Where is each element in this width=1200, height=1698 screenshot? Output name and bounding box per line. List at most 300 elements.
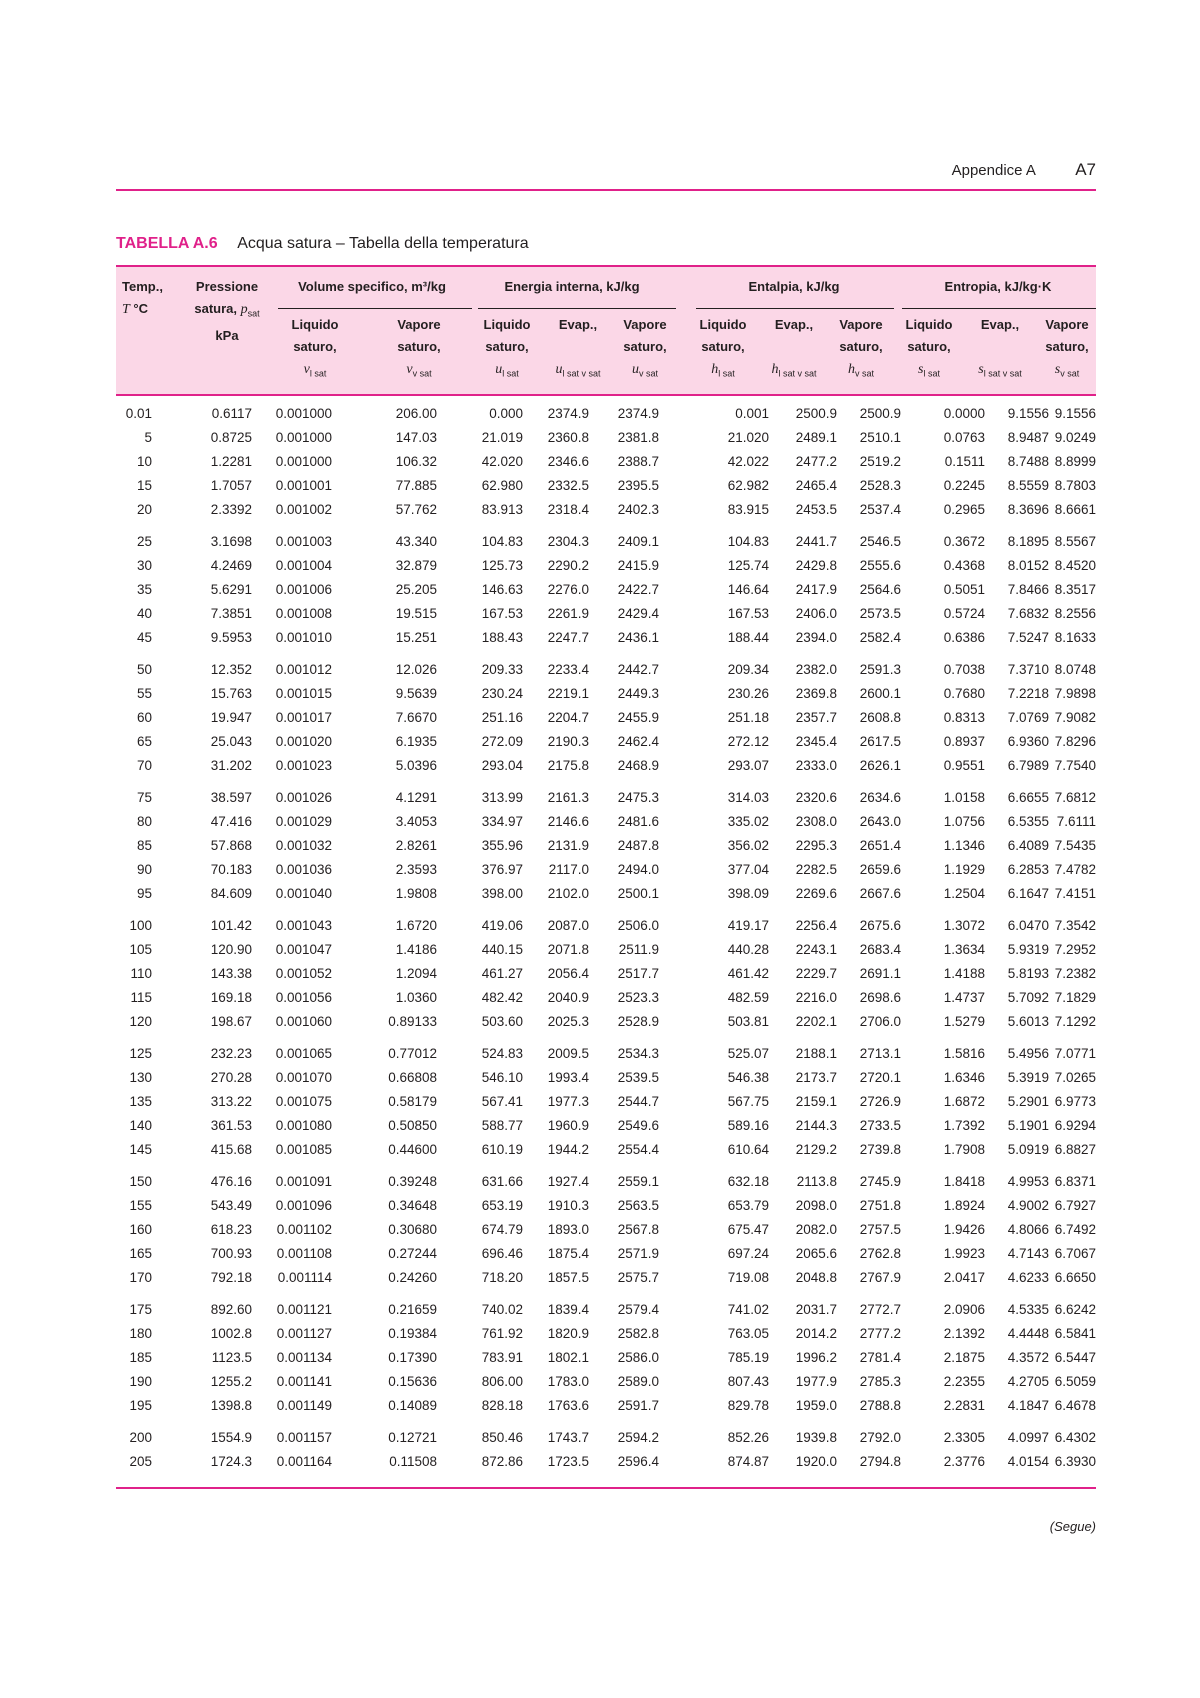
table-cell: 5.4956 bbox=[1007, 1045, 1049, 1061]
table-cell: 0.001096 bbox=[275, 1197, 332, 1213]
table-cell: 0.89133 bbox=[388, 1013, 437, 1029]
table-cell: 2575.7 bbox=[617, 1269, 659, 1285]
table-cell: 8.0748 bbox=[1054, 661, 1096, 677]
subheader-s-evap bbox=[962, 314, 1038, 385]
table-row bbox=[116, 985, 1096, 1009]
table-cell: 293.04 bbox=[481, 757, 523, 773]
table-cell: 8.6661 bbox=[1054, 501, 1096, 517]
table-cell: 1002.8 bbox=[210, 1325, 252, 1341]
table-cell: 2506.0 bbox=[617, 917, 659, 933]
table-cell: 6.4089 bbox=[1007, 837, 1049, 853]
table-cell: 0.001091 bbox=[275, 1173, 332, 1189]
table-cell: 8.8999 bbox=[1054, 453, 1096, 469]
table-cell: 8.3517 bbox=[1054, 581, 1096, 597]
table-cell: 7.6670 bbox=[395, 709, 437, 725]
table-cell: 335.02 bbox=[727, 813, 769, 829]
table-cell: 2357.7 bbox=[795, 709, 837, 725]
table-cell: 1.7908 bbox=[943, 1141, 985, 1157]
table-cell: 0.001085 bbox=[275, 1141, 332, 1157]
subheader-v-liquid bbox=[282, 314, 348, 385]
table-cell: 2204.7 bbox=[547, 709, 589, 725]
symbol-s-l-sub: l sat bbox=[923, 368, 940, 379]
table-cell: 1893.0 bbox=[547, 1221, 589, 1237]
table-cell: 0.2965 bbox=[943, 501, 985, 517]
table-cell: 104.83 bbox=[481, 533, 523, 549]
table-cell: 2144.3 bbox=[795, 1117, 837, 1133]
table-cell: 2.2355 bbox=[943, 1373, 985, 1389]
group-separator bbox=[116, 1417, 1096, 1425]
symbol-s-v-sub: v sat bbox=[1060, 368, 1080, 379]
pressure-symbol: p bbox=[240, 302, 248, 317]
table-cell: 5.0919 bbox=[1007, 1141, 1049, 1157]
table-cell: 104.83 bbox=[727, 533, 769, 549]
table-cell: 2188.1 bbox=[795, 1045, 837, 1061]
table-cell: 1.9923 bbox=[943, 1245, 985, 1261]
group-volume bbox=[272, 276, 472, 298]
table-cell: 42.022 bbox=[727, 453, 769, 469]
table-cell: 2675.6 bbox=[859, 917, 901, 933]
table-cell: 2056.4 bbox=[547, 965, 589, 981]
table-cell: 2417.9 bbox=[795, 581, 837, 597]
table-cell: 2320.6 bbox=[795, 789, 837, 805]
table-cell: 2706.0 bbox=[859, 1013, 901, 1029]
group-enthalpy-line bbox=[696, 308, 894, 309]
table-cell: 6.3930 bbox=[1054, 1453, 1096, 1469]
symbol-h-lv-sub: l sat v sat bbox=[778, 368, 817, 379]
table-cell: 461.27 bbox=[481, 965, 523, 981]
table-cell: 2161.3 bbox=[547, 789, 589, 805]
table-cell: 2596.4 bbox=[617, 1453, 659, 1469]
table-cell: 0.39248 bbox=[388, 1173, 437, 1189]
table-cell: 0.001002 bbox=[275, 501, 332, 517]
subheader-saturated: saturo, bbox=[293, 339, 337, 354]
table-cell: 461.42 bbox=[727, 965, 769, 981]
subheader-u-evap bbox=[540, 314, 616, 385]
group-enthalpy-label: Entalpia, kJ/kg bbox=[748, 279, 840, 294]
table-cell: 5.0396 bbox=[395, 757, 437, 773]
table-cell: 0.001052 bbox=[275, 965, 332, 981]
table-cell: 0.6386 bbox=[943, 629, 985, 645]
table-cell: 674.79 bbox=[481, 1221, 523, 1237]
table-row bbox=[116, 1041, 1096, 1065]
subheader-evap: Evap., bbox=[980, 317, 1020, 332]
table-cell: 2510.1 bbox=[859, 429, 901, 445]
table-cell: 2567.8 bbox=[617, 1221, 659, 1237]
table-cell: 140 bbox=[129, 1117, 152, 1133]
table-cell: 1.7392 bbox=[943, 1117, 985, 1133]
table-cell: 6.7067 bbox=[1054, 1245, 1096, 1261]
table-cell: 2475.3 bbox=[617, 789, 659, 805]
table-cell: 19.947 bbox=[210, 709, 252, 725]
header-pressure bbox=[182, 276, 272, 347]
table-cell: 2726.9 bbox=[859, 1093, 901, 1109]
subheader-blank bbox=[962, 336, 1038, 358]
table-cell: 0.001070 bbox=[275, 1069, 332, 1085]
group-separator bbox=[116, 777, 1096, 785]
table-cell: 6.0470 bbox=[1007, 917, 1049, 933]
table-cell: 653.19 bbox=[481, 1197, 523, 1213]
symbol-s-l: s bbox=[918, 362, 924, 377]
subheader-symbol bbox=[690, 358, 756, 385]
table-cell: 80 bbox=[136, 813, 152, 829]
table-cell: 0.001040 bbox=[275, 885, 332, 901]
table-cell: 6.5447 bbox=[1054, 1349, 1096, 1365]
top-rule bbox=[116, 189, 1096, 191]
table-cell: 6.6655 bbox=[1007, 789, 1049, 805]
table-cell: 2422.7 bbox=[617, 581, 659, 597]
table-cell: 2519.2 bbox=[859, 453, 901, 469]
table-cell: 7.6832 bbox=[1007, 605, 1049, 621]
table-cell: 6.7927 bbox=[1054, 1197, 1096, 1213]
table-cell: 0.001075 bbox=[275, 1093, 332, 1109]
separator-cell bbox=[116, 1161, 1096, 1169]
separator-cell bbox=[116, 905, 1096, 913]
table-cell: 2455.9 bbox=[617, 709, 659, 725]
table-cell: 25.205 bbox=[395, 581, 437, 597]
table-cell: 2146.6 bbox=[547, 813, 589, 829]
table-cell: 792.18 bbox=[210, 1269, 252, 1285]
table-cell: 293.07 bbox=[727, 757, 769, 773]
subheader-symbol bbox=[896, 358, 962, 385]
table-cell: 25.043 bbox=[210, 733, 252, 749]
table-cell: 1.6872 bbox=[943, 1093, 985, 1109]
temp-unit: °C bbox=[133, 301, 149, 316]
table-cell: 0.2245 bbox=[943, 477, 985, 493]
table-cell: 0.17390 bbox=[388, 1349, 437, 1365]
table-cell: 6.9294 bbox=[1054, 1117, 1096, 1133]
table-cell: 2792.0 bbox=[859, 1429, 901, 1445]
table-cell: 2304.3 bbox=[547, 533, 589, 549]
table-cell: 0.001127 bbox=[276, 1325, 332, 1341]
table-cell: 1.4188 bbox=[943, 965, 985, 981]
table-cell: 588.77 bbox=[481, 1117, 523, 1133]
table-cell: 2517.7 bbox=[617, 965, 659, 981]
table-row bbox=[116, 1089, 1096, 1113]
table-cell: 0.001023 bbox=[275, 757, 332, 773]
table-cell: 2465.4 bbox=[795, 477, 837, 493]
table-cell: 105 bbox=[129, 941, 152, 957]
table-cell: 2394.0 bbox=[795, 629, 837, 645]
table-row bbox=[116, 1425, 1096, 1449]
table-cell: 0.001 bbox=[735, 405, 769, 421]
table-row bbox=[116, 1297, 1096, 1321]
table-cell: 8.2556 bbox=[1054, 605, 1096, 621]
table-cell: 70 bbox=[136, 757, 152, 773]
table-cell: 2290.2 bbox=[547, 557, 589, 573]
symbol-u-v: u bbox=[631, 362, 639, 377]
table-cell: 2441.7 bbox=[795, 533, 837, 549]
table-cell: 314.03 bbox=[727, 789, 769, 805]
table-cell: 0.01 bbox=[125, 405, 152, 421]
table-cell: 8.9487 bbox=[1007, 429, 1049, 445]
table-cell: 60 bbox=[136, 709, 152, 725]
table-cell: 50 bbox=[136, 661, 152, 677]
subheader-symbol bbox=[474, 358, 540, 385]
table-row bbox=[116, 577, 1096, 601]
table-cell: 2087.0 bbox=[547, 917, 589, 933]
table-cell: 0.001121 bbox=[276, 1301, 332, 1317]
table-cell: 0.001003 bbox=[275, 533, 332, 549]
table-cell: 1839.4 bbox=[547, 1301, 589, 1317]
table-cell: 101.42 bbox=[210, 917, 252, 933]
table-cell: 2608.8 bbox=[859, 709, 901, 725]
table-cell: 110 bbox=[130, 965, 152, 981]
table-cell: 2579.4 bbox=[617, 1301, 659, 1317]
symbol-h-v-sub: v sat bbox=[854, 368, 874, 379]
table-cell: 6.2853 bbox=[1007, 861, 1049, 877]
table-cell: 2751.8 bbox=[859, 1197, 901, 1213]
table-cell: 8.1895 bbox=[1007, 533, 1049, 549]
table-cell: 21.020 bbox=[727, 429, 769, 445]
table-row bbox=[116, 1393, 1096, 1417]
table-row bbox=[116, 1241, 1096, 1265]
table-cell: 2511.9 bbox=[618, 941, 659, 957]
table-cell: 0.8937 bbox=[943, 733, 985, 749]
table-cell: 2494.0 bbox=[617, 861, 659, 877]
table-cell: 0.34648 bbox=[388, 1197, 437, 1213]
table-cell: 7.1829 bbox=[1054, 989, 1096, 1005]
table-cell: 12.352 bbox=[210, 661, 252, 677]
table-cell: 0.4368 bbox=[943, 557, 985, 573]
table-cell: 0.001001 bbox=[275, 477, 332, 493]
table-cell: 2477.2 bbox=[795, 453, 837, 469]
data-body bbox=[116, 401, 1096, 1473]
table-cell: 2429.4 bbox=[617, 605, 659, 621]
table-cell: 7.1292 bbox=[1054, 1013, 1096, 1029]
table-cell: 9.1556 bbox=[1054, 405, 1096, 421]
table-cell: 2.2831 bbox=[943, 1397, 985, 1413]
table-cell: 42.020 bbox=[481, 453, 523, 469]
table-cell: 125.73 bbox=[481, 557, 523, 573]
table-cell: 1920.0 bbox=[795, 1453, 837, 1469]
table-cell: 482.59 bbox=[727, 989, 769, 1005]
group-separator bbox=[116, 1289, 1096, 1297]
symbol-h-lv: h bbox=[771, 362, 779, 377]
table-cell: 0.50850 bbox=[388, 1117, 437, 1133]
group-volume-line bbox=[278, 308, 472, 309]
table-cell: 1724.3 bbox=[210, 1453, 252, 1469]
table-cell: 155 bbox=[129, 1197, 152, 1213]
subheader-symbol bbox=[612, 358, 678, 385]
running-head bbox=[116, 160, 1096, 180]
table-cell: 3.4053 bbox=[395, 813, 437, 829]
symbol-u-l: u bbox=[495, 362, 503, 377]
table-cell: 1.7057 bbox=[210, 477, 252, 493]
subheader-s-liquid bbox=[896, 314, 962, 385]
table-cell: 7.4151 bbox=[1054, 885, 1096, 901]
table-cell: 25 bbox=[136, 533, 152, 549]
table-cell: 9.1556 bbox=[1007, 405, 1049, 421]
table-cell: 4.2469 bbox=[210, 557, 252, 573]
table-cell: 1.6720 bbox=[395, 917, 437, 933]
table-cell: 167.53 bbox=[481, 605, 523, 621]
table-row bbox=[116, 449, 1096, 473]
table-cell: 0.0763 bbox=[943, 429, 985, 445]
table-cell: 65 bbox=[136, 733, 152, 749]
table-cell: 4.0997 bbox=[1007, 1429, 1049, 1445]
table-cell: 6.5059 bbox=[1054, 1373, 1096, 1389]
table-row bbox=[116, 1321, 1096, 1345]
table-row bbox=[116, 1217, 1096, 1241]
table-cell: 1.5816 bbox=[943, 1045, 985, 1061]
symbol-s-v: s bbox=[1054, 362, 1061, 377]
table-cell: 2555.6 bbox=[859, 557, 901, 573]
table-row bbox=[116, 809, 1096, 833]
table-cell: 6.5355 bbox=[1007, 813, 1049, 829]
table-cell: 165 bbox=[129, 1245, 152, 1261]
table-cell: 1.6346 bbox=[943, 1069, 985, 1085]
table-cell: 7.2952 bbox=[1054, 941, 1096, 957]
table-cell: 1.9808 bbox=[395, 885, 437, 901]
table-cell: 2582.8 bbox=[617, 1325, 659, 1341]
table-cell: 761.92 bbox=[481, 1325, 523, 1341]
subheader-s-vapor bbox=[1034, 314, 1100, 385]
table-cell: 6.5841 bbox=[1054, 1325, 1096, 1341]
table-cell: 0.001114 bbox=[277, 1269, 332, 1285]
separator-cell bbox=[116, 521, 1096, 529]
table-cell: 70.183 bbox=[210, 861, 252, 877]
table-cell: 2014.2 bbox=[795, 1325, 837, 1341]
table-cell: 180 bbox=[129, 1325, 152, 1341]
table-cell: 147.03 bbox=[395, 429, 437, 445]
table-cell: 0.001026 bbox=[275, 789, 332, 805]
table-cell: 0.7680 bbox=[943, 685, 985, 701]
table-cell: 2.0417 bbox=[943, 1269, 985, 1285]
table-cell: 4.1291 bbox=[395, 789, 437, 805]
group-volume-label: Volume specifico, m³/kg bbox=[298, 279, 446, 294]
table-cell: 2102.0 bbox=[547, 885, 589, 901]
table-cell: 1857.5 bbox=[547, 1269, 589, 1285]
table-cell: 272.12 bbox=[727, 733, 769, 749]
table-cell: 2667.6 bbox=[859, 885, 901, 901]
subheader-liquid: Liquido bbox=[905, 317, 953, 332]
subheader-vapor: Vapore bbox=[839, 317, 883, 332]
header-temp bbox=[122, 276, 163, 321]
table-cell: 7.8296 bbox=[1054, 733, 1096, 749]
table-cell: 0.001004 bbox=[275, 557, 332, 573]
table-cell: 5.8193 bbox=[1007, 965, 1049, 981]
symbol-u-lv-sub: l sat v sat bbox=[562, 368, 601, 379]
table-cell: 75 bbox=[136, 789, 152, 805]
table-cell: 2720.1 bbox=[859, 1069, 901, 1085]
table-cell: 2436.1 bbox=[617, 629, 659, 645]
table-cell: 2025.3 bbox=[547, 1013, 589, 1029]
table-cell: 1.5279 bbox=[943, 1013, 985, 1029]
table-cell: 169.18 bbox=[210, 989, 252, 1005]
group-enthalpy bbox=[694, 276, 894, 298]
table-cell: 2.8261 bbox=[395, 837, 437, 853]
table-cell: 6.6650 bbox=[1054, 1269, 1096, 1285]
table-cell: 1123.5 bbox=[211, 1349, 252, 1365]
table-cell: 95 bbox=[136, 885, 152, 901]
table-cell: 205 bbox=[129, 1453, 152, 1469]
table-cell: 0.001157 bbox=[276, 1429, 332, 1445]
subheader-symbol bbox=[1034, 358, 1100, 385]
symbol-h-v: h bbox=[847, 362, 855, 377]
table-cell: 874.87 bbox=[727, 1453, 769, 1469]
table-cell: 0.15636 bbox=[388, 1373, 437, 1389]
table-cell: 6.9360 bbox=[1007, 733, 1049, 749]
table-cell: 120 bbox=[129, 1013, 152, 1029]
table-cell: 476.16 bbox=[210, 1173, 252, 1189]
subheader-saturated: saturo, bbox=[907, 339, 951, 354]
table-cell: 9.5639 bbox=[395, 685, 437, 701]
table-cell: 0.24260 bbox=[388, 1269, 437, 1285]
table-cell: 2528.3 bbox=[859, 477, 901, 493]
table-cell: 143.38 bbox=[210, 965, 252, 981]
table-cell: 2523.3 bbox=[617, 989, 659, 1005]
table-row bbox=[116, 1113, 1096, 1137]
group-entropy-label: Entropia, kJ/kg·K bbox=[944, 279, 1052, 294]
table-cell: 610.64 bbox=[727, 1141, 769, 1157]
table-cell: 7.9082 bbox=[1054, 709, 1096, 725]
table-cell: 2.1392 bbox=[943, 1325, 985, 1341]
table-cell: 15 bbox=[136, 477, 152, 493]
table-cell: 7.7540 bbox=[1054, 757, 1096, 773]
table-cell: 8.7803 bbox=[1054, 477, 1096, 493]
symbol-h-l: h bbox=[711, 362, 719, 377]
table-cell: 852.26 bbox=[727, 1429, 769, 1445]
table-cell: 2098.0 bbox=[795, 1197, 837, 1213]
table-row bbox=[116, 601, 1096, 625]
table-cell: 0.001029 bbox=[275, 813, 332, 829]
table-cell: 0.001006 bbox=[275, 581, 332, 597]
table-cell: 2395.5 bbox=[617, 477, 659, 493]
table-cell: 209.33 bbox=[481, 661, 523, 677]
table-row bbox=[116, 681, 1096, 705]
symbol-v-l: v bbox=[303, 362, 310, 377]
table-cell: 2040.9 bbox=[547, 989, 589, 1005]
table-cell: 4.8066 bbox=[1007, 1221, 1049, 1237]
table-row bbox=[116, 1345, 1096, 1369]
table-cell: 2295.3 bbox=[795, 837, 837, 853]
table-cell: 2489.1 bbox=[795, 429, 837, 445]
table-row bbox=[116, 425, 1096, 449]
table-cell: 2190.3 bbox=[547, 733, 589, 749]
table-cell: 8.5567 bbox=[1054, 533, 1096, 549]
table-cell: 567.75 bbox=[727, 1093, 769, 1109]
table-cell: 6.7492 bbox=[1054, 1221, 1096, 1237]
table-cell: 334.97 bbox=[481, 813, 523, 829]
table-cell: 806.00 bbox=[481, 1373, 523, 1389]
separator-cell bbox=[116, 777, 1096, 785]
table-cell: 0.001015 bbox=[275, 685, 332, 701]
group-separator bbox=[116, 1161, 1096, 1169]
table-cell: 115 bbox=[130, 989, 152, 1005]
table-caption bbox=[116, 235, 529, 253]
table-cell: 2332.5 bbox=[547, 477, 589, 493]
table-cell: 2591.3 bbox=[859, 661, 901, 677]
table-cell: 2381.8 bbox=[617, 429, 659, 445]
table-cell: 2528.9 bbox=[617, 1013, 659, 1029]
table-cell: 0.44600 bbox=[388, 1141, 437, 1157]
group-energy-label: Energia interna, kJ/kg bbox=[504, 279, 640, 294]
table-cell: 6.1647 bbox=[1007, 885, 1049, 901]
table-cell: 0.001164 bbox=[276, 1453, 332, 1469]
table-cell: 170 bbox=[129, 1269, 152, 1285]
table-cell: 2.3305 bbox=[943, 1429, 985, 1445]
table-cell: 1977.3 bbox=[547, 1093, 589, 1109]
table-cell: 2382.0 bbox=[795, 661, 837, 677]
table-cell: 2113.8 bbox=[796, 1173, 837, 1189]
table-cell: 2409.1 bbox=[617, 533, 659, 549]
table-cell: 190 bbox=[129, 1373, 152, 1389]
table-cell: 0.9551 bbox=[943, 757, 985, 773]
table-row bbox=[116, 1009, 1096, 1033]
table-cell: 7.3851 bbox=[210, 605, 252, 621]
table-cell: 7.3542 bbox=[1054, 917, 1096, 933]
table-cell: 2549.6 bbox=[617, 1117, 659, 1133]
